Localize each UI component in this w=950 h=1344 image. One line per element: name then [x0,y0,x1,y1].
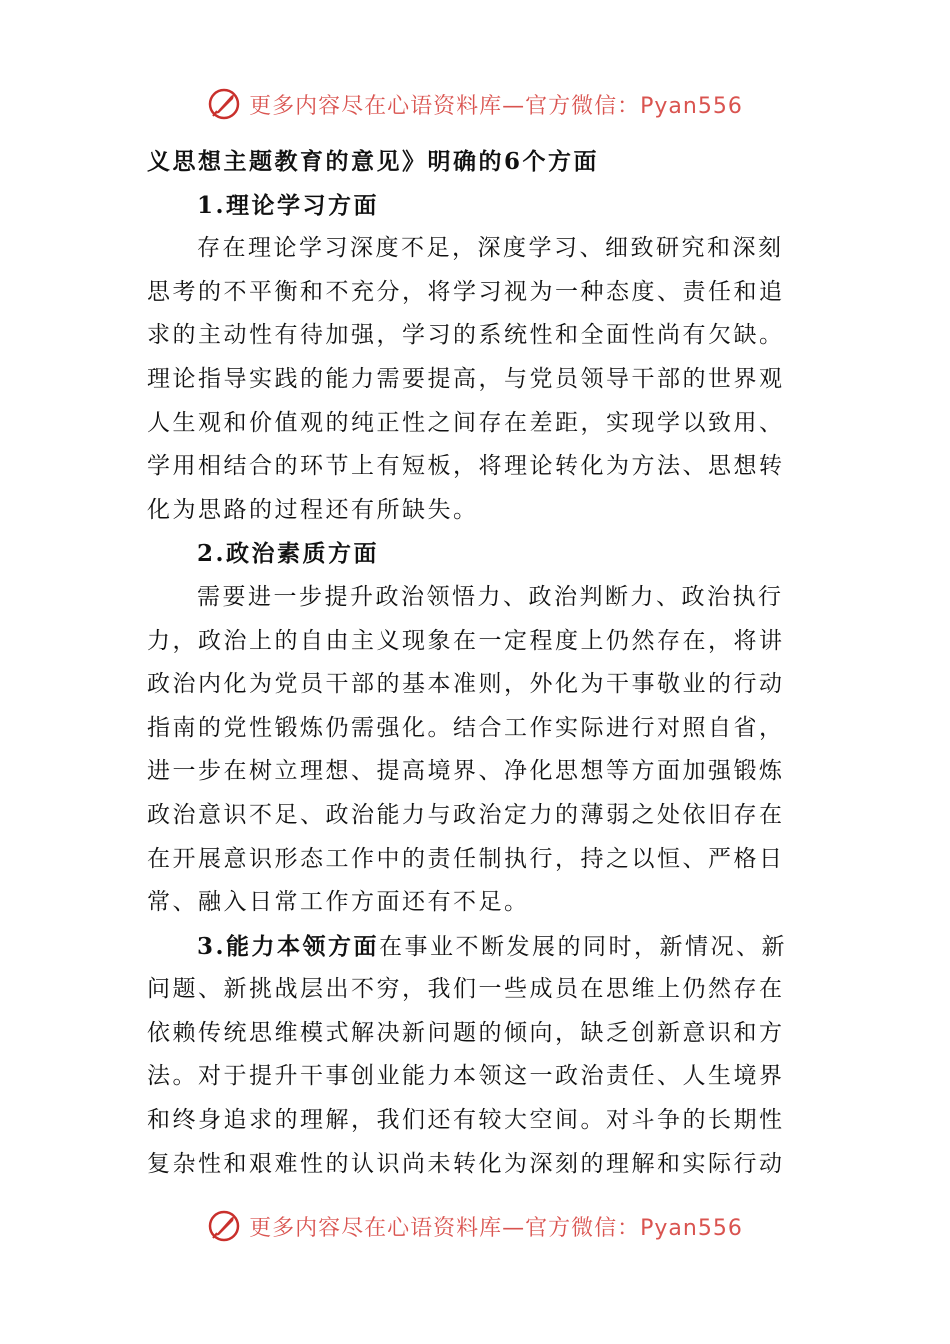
paragraph-line: 政治内化为党员干部的基本准则，外化为干事敬业的行动 [147,671,785,698]
header-watermark [0,84,950,124]
paragraph-line: 思考的不平衡和不充分，将学习视为一种态度、责任和追 [147,278,785,305]
paragraph-line: 进一步在树立理想、提高境界、净化思想等方面加强锻炼 [147,758,785,785]
section-3-first-line [147,925,807,969]
paragraph-line: 需要进一步提升政治领悟力、政治判断力、政治执行 [197,583,784,610]
feather-pen-icon [207,87,241,121]
continuation-heading: 义思想主题教育的意见》明确的6个方面 [147,148,600,175]
paragraph-line: 力，政治上的自由主义现象在一定程度上仍然存在，将讲 [147,627,785,654]
section-2-title: 2.政治素质方面 [197,540,380,568]
section-3-first-line-text: 在事业不断发展的同时，新情况、新 [379,933,788,960]
paragraph-line: 问题、新挑战层出不穷，我们一些成员在思维上仍然存在 [147,976,785,1003]
paragraph-line: 学用相结合的环节上有短板，将理论转化为方法、思想转 [147,453,785,480]
paragraph-line: 理论指导实践的能力需要提高，与党员领导干部的世界观 [147,365,785,392]
paragraph-line: 和终身追求的理解，我们还有较大空间。对斗争的长期性 [147,1107,785,1134]
section-1-title: 1.理论学习方面 [197,191,380,219]
paragraph-line: 依赖传统思维模式解决新问题的倾向，缺乏创新意识和方 [147,1019,785,1046]
paragraph-line: 复杂性和艰难性的认识尚未转化为深刻的理解和实际行动 [147,1150,785,1177]
footer-watermark [0,1206,950,1246]
paragraph-line: 存在理论学习深度不足，深度学习、细致研究和深刻 [197,235,784,262]
paragraph-line: 指南的党性锻炼仍需强化。结合工作实际进行对照自省， [147,714,785,741]
watermark-text: 更多内容尽在心语资料库—官方微信：Pyan556 [249,93,743,119]
paragraph-line: 政治意识不足、政治能力与政治定力的薄弱之处依旧存在 [147,801,785,828]
paragraph-line: 法。对于提升干事创业能力本领这一政治责任、人生境界 [147,1063,785,1090]
paragraph-line: 在开展意识形态工作中的责任制执行，持之以恒、严格日 [147,845,785,872]
feather-pen-icon [207,1209,241,1243]
section-3-title: 3.能力本领方面 [197,932,380,960]
watermark-text: 更多内容尽在心语资料库—官方微信：Pyan556 [249,1215,743,1241]
document-body [147,140,807,1186]
paragraph-line: 化为思路的过程还有所缺失。 [147,496,479,523]
paragraph-line: 常、融入日常工作方面还有不足。 [147,889,530,916]
paragraph-line: 求的主动性有待加强，学习的系统性和全面性尚有欠缺。 [147,322,785,349]
paragraph-line: 人生观和价值观的纯正性之间存在差距，实现学以致用、 [147,409,785,436]
